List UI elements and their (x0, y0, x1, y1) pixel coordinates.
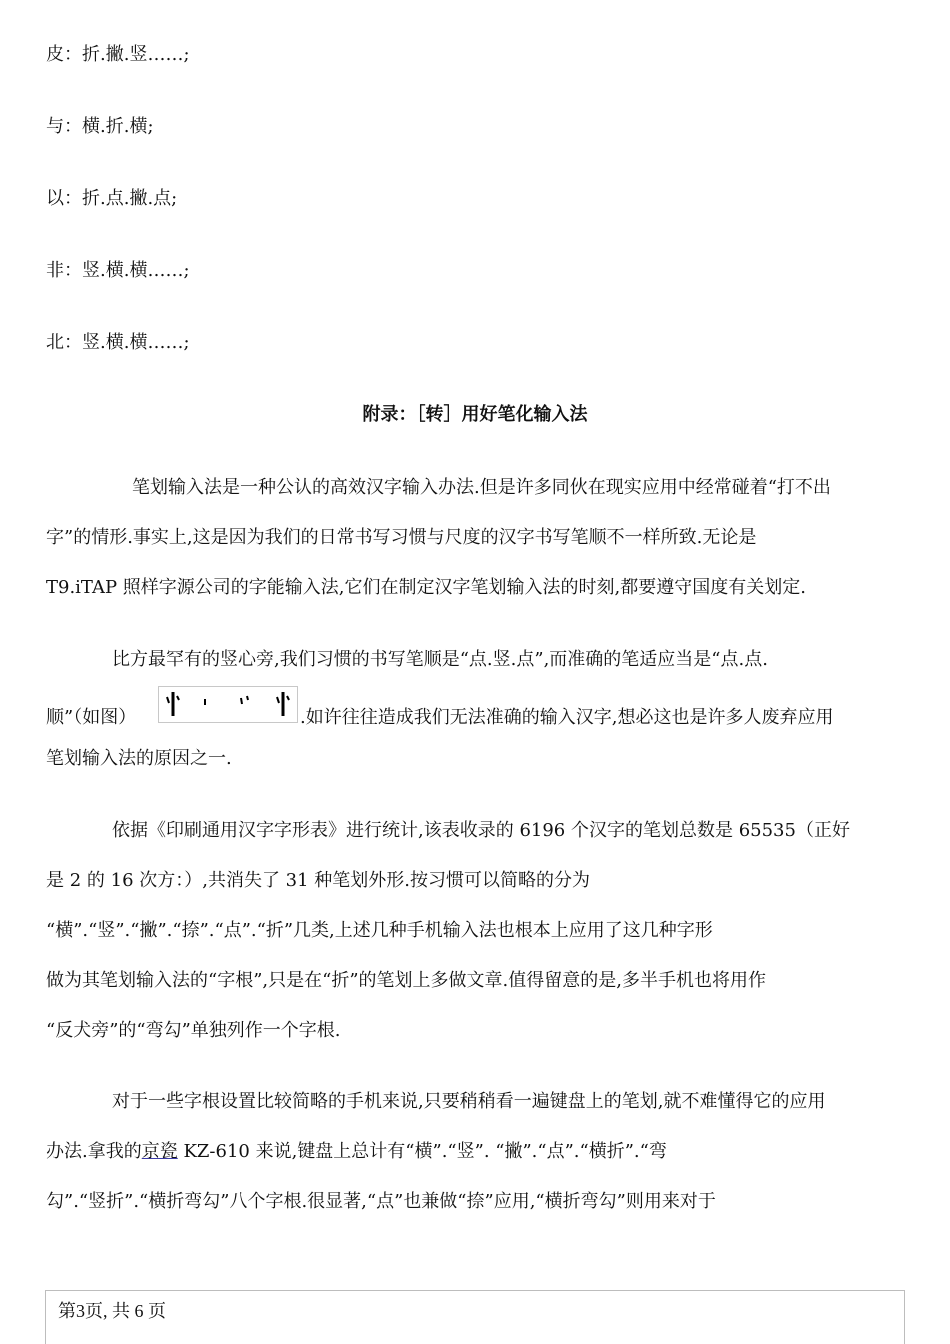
appendix-title: 附录：［转］用好笔化输入法 (362, 404, 588, 425)
paragraph-line: 比方最罕有的竖心旁,我们习惯的书写笔顺是“点.竖.点”,而准确的笔适应当是“点.点. (112, 649, 768, 670)
paragraph-line: “横”.“竖”.“撇”.“捺”.“点”.“折”几类,上述几种手机输入法也根本上应用了这几种字形 (46, 920, 713, 941)
list-item: 非：竖.横.横……; (46, 260, 190, 281)
paragraph-line: 是 2 的 16 次方：）,共消失了 31 种笔划外形.按习惯可以简略的分为 (46, 870, 591, 891)
paragraph-line: 顺”（如图） (46, 707, 137, 728)
paragraph-line: .如许往往造成我们无法准确的输入汉字,想必这也是许多人废弃应用 (300, 707, 834, 728)
line-text: KZ-610 来说,键盘上总计有“横”.“竖”. “撇”.“点”.“横折”.“弯 (177, 1141, 667, 1162)
paragraph-line: 笔划输入法的原因之一. (46, 748, 232, 769)
paragraph-line: 对于一些字根设置比较简略的手机来说,只要稍稍看一遍键盘上的笔划,就不难懂得它的应用 (112, 1091, 826, 1112)
paragraph-line: T9.iTAP 照样字源公司的字能输入法,它们在制定汉字笔划输入法的时刻,都要遵守国度有关划定. (46, 577, 806, 598)
paragraph-line: 依据《印刷通用汉字字形表》进行统计,该表收录的 6196 个汉字的笔划总数是 65535（正好 (112, 820, 850, 841)
list-item: 北：竖.横.横……; (46, 332, 190, 353)
paragraph-line: 做为其笔划输入法的“字根”,只是在“折”的笔划上多做文章.值得留意的是,多半手机也将用作 (46, 970, 766, 991)
kyocera-link[interactable]: 京瓷 (141, 1141, 178, 1162)
stroke-order-figure (158, 686, 298, 723)
list-item: 以：折.点.撇.点; (46, 188, 178, 209)
page-number: 第3页, 共 6 页 (58, 1301, 166, 1321)
paragraph-line: 字”的情形.事实上,这是因为我们的日常书写习惯与尺度的汉字书写笔顺不一样所致.无论是 (46, 527, 757, 548)
paragraph-line: “反犬旁”的“弯勾”单独列作一个字根. (46, 1020, 341, 1041)
paragraph-line (46, 1141, 667, 1163)
line-text: 办法.拿我的 (46, 1141, 142, 1162)
paragraph-line: 笔划输入法是一种公认的高效汉字输入办法.但是许多同伙在现实应用中经常碰着“打不出 (132, 477, 831, 498)
list-item: 与：横.折.横; (46, 116, 154, 137)
paragraph-line: 勾”.“竖折”.“横折弯勾”八个字根.很显著,“点”也兼做“捺”应用,“横折弯勾”则用来对于 (46, 1191, 716, 1212)
list-item: 皮：折.撇.竖……; (46, 44, 190, 65)
page-footer (45, 1290, 905, 1344)
